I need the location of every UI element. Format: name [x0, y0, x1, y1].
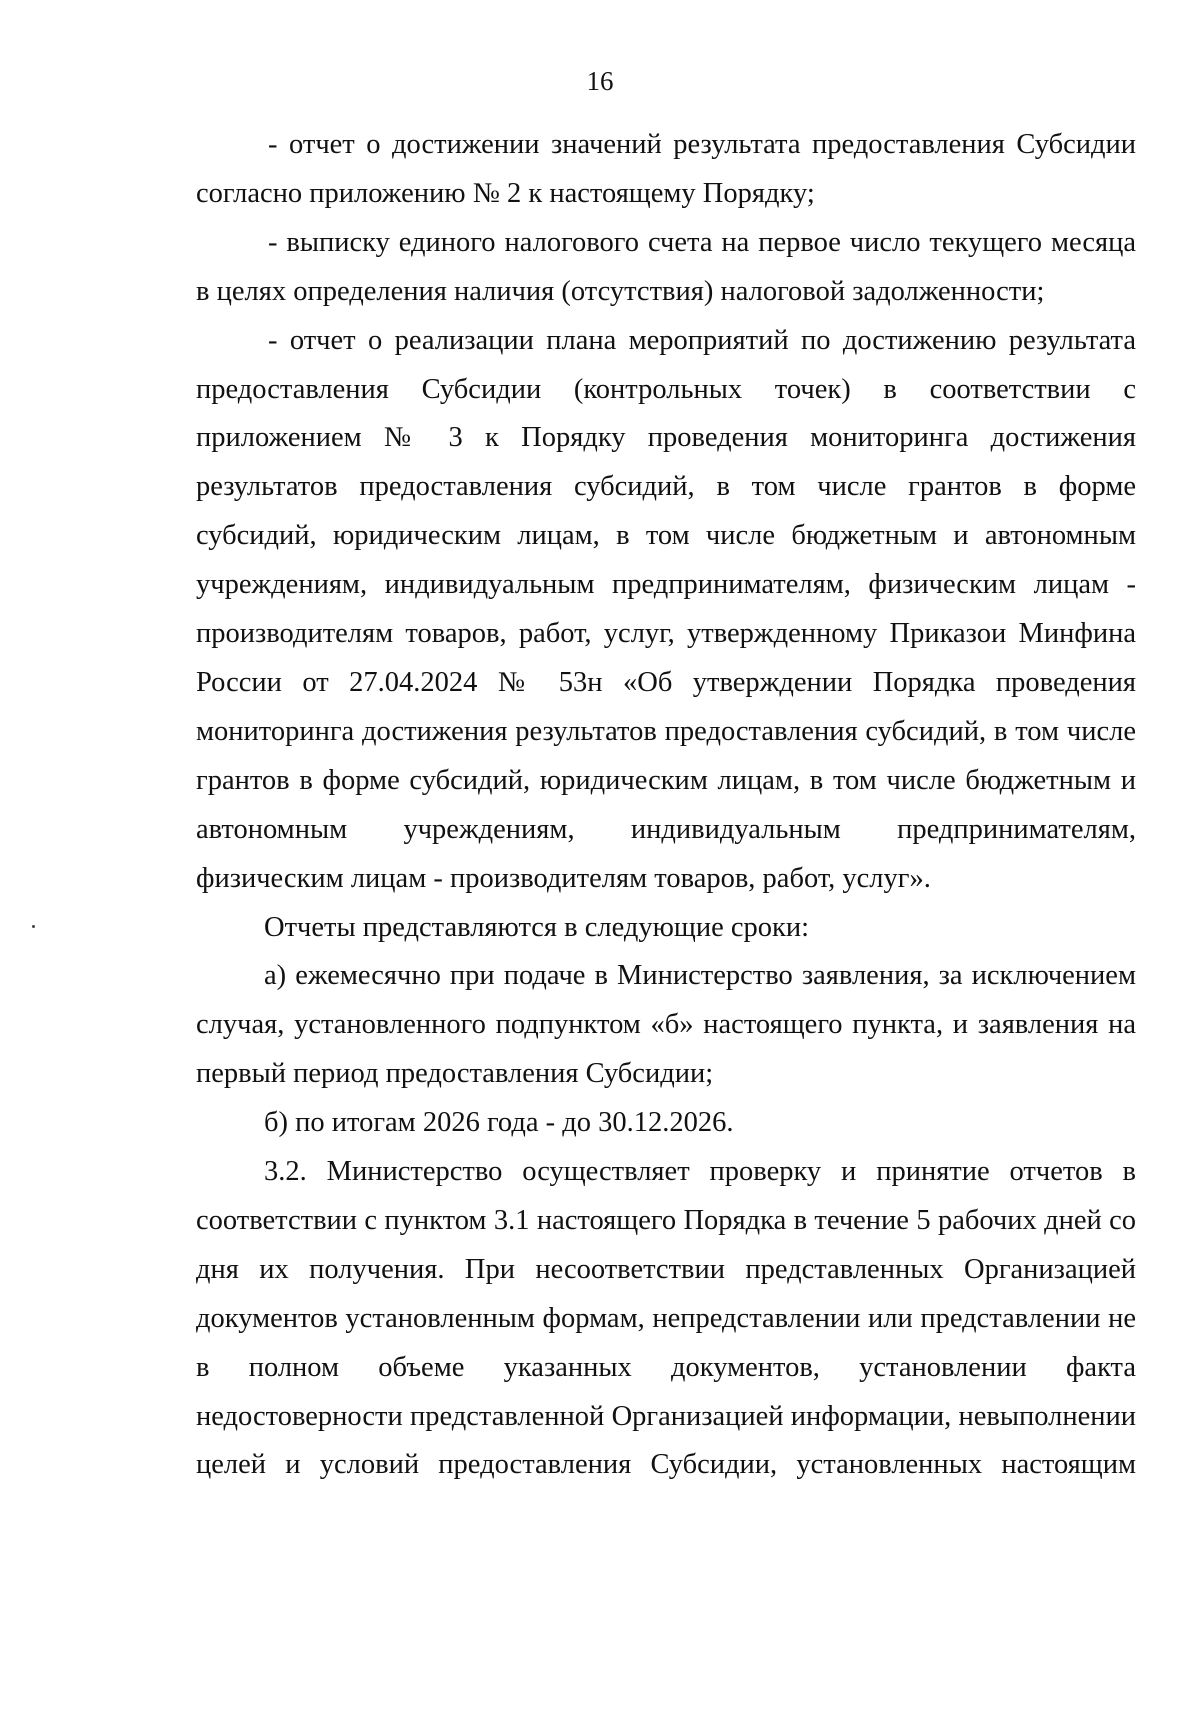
paragraph-tax-account-extract: - выписку единого налогового счета на первое число текущего месяца в целях определения наличия (отсутствия) налоговой задолженности;: [196, 226, 1136, 307]
paragraph-report-deadlines: Отчеты представляются в следующие сроки:: [264, 911, 810, 943]
page-number: 16: [586, 66, 614, 96]
paragraph-section-3-2: 3.2. Министерство осуществляет проверку и принятие отчетов в соответствии с пунктом 3.1 настоящего Порядка в течение 5 рабочих дней со дня их получения. При несоответствии представленных Организацией документов установленным формам, непредставлении или представлении не в полном объеме указанных документов, установлении факта недостоверности представленной Организацией информации, невыполнении целей и условий предоставления Субсидии, установленных настоящим: [196, 1156, 1136, 1481]
document-body: [196, 121, 1136, 1490]
scan-artifact-dot: [32, 925, 35, 928]
paragraph-report-action-plan: - отчет о реализации плана мероприятий по достижению результата предоставления Субсидии (контрольных точек) в соответствии с приложением № 3 к Порядку проведения мониторинга достижения результатов предоставления субсидий, в том числе грантов в форме субсидий, юридическим лицам, в том числе бюджетным и автономным учреждениям, индивидуальным предпринимателям, физическим лицам - производителям товаров, работ, услуг, утвержденному Приказои Минфина России от 27.04.2024 № 53н «Об утверждении Порядка проведения мониторинга достижения результатов предоставления субсидий, в том числе грантов в форме субсидий, юридическим лицам, в том числе бюджетным и автономным учреждениям, индивидуальным предпринимателям, физическим лицам - производителям товаров, работ, услуг».: [196, 324, 1136, 894]
paragraph-deadline-annual: б) по итогам 2026 года - до 30.12.2026.: [264, 1107, 734, 1139]
paragraph-deadline-monthly: а) ежемесячно при подаче в Министерство заявления, за исключением случая, установленного подпунктом «б» настоящего пункта, и заявления на первый период предоставления Субсидии;: [196, 960, 1136, 1090]
paragraph-report-results: - отчет о достижении значений результата предоставления Субсидии согласно приложению № 2 к настоящему Порядку;: [196, 129, 1136, 209]
